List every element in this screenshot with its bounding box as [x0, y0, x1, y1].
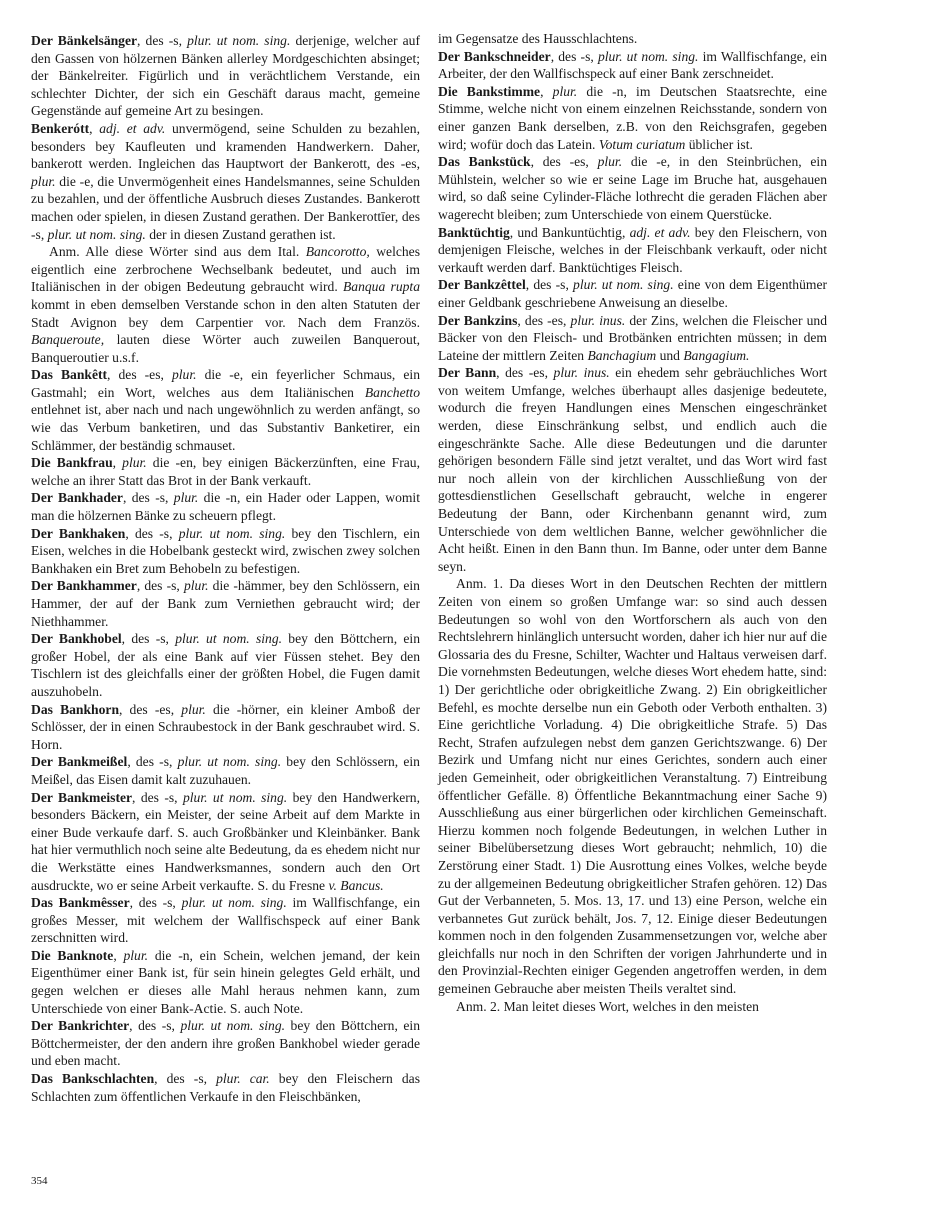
entry-text: , des -s, [127, 754, 178, 770]
entry-text: bey den Schlössern, ein Meißel, das Eisen damit kalt zuzuhauen. [31, 754, 420, 787]
dictionary-entry [31, 525, 420, 578]
dictionary-entry [31, 753, 420, 788]
entry-headword: Der Bankhammer [31, 578, 137, 594]
entry-text: Anm. 2. Man leitet dieses Wort, welches in den meisten [456, 998, 759, 1014]
dictionary-entry [31, 120, 420, 243]
entry-headword: Das Bankhorn [31, 701, 119, 717]
entry-text: bey den Böttchern, ein Böttchermeister, der den andern ihre großen Bankhobel wieder gerade und eben macht. [31, 1018, 420, 1069]
dictionary-entry [31, 1070, 420, 1105]
italic-term: plur. [181, 701, 206, 717]
entry-headword: Die Bankstimme [438, 83, 541, 99]
dictionary-entry [31, 947, 420, 1017]
italic-term: plur. ut nom. sing. [182, 789, 288, 805]
entry-headword: Das Bankmêsser [31, 895, 130, 911]
entry-headword: Der Bankzêttel [438, 277, 526, 293]
entry-text: , des -s, [550, 48, 598, 64]
entry-text: Anm. Alle diese Wörter sind aus dem Ital. [49, 244, 306, 260]
entry-text: Anm. 1. Da dieses Wort in den Deutschen Rechten der mittlern Zeiten von einem so großen Umfange war: so sind auch dessen Bedeutungen so wohl von den Wortforschern als auch von den Rechtslehrern hinlänglich untersucht worden, daher ich hier nur auf die Glossaria des du Fresne, Schilter, Wachter und Haltaus verweisen darf. Die vornehmsten Bedeutungen, welche dieses Wort ehedem hatte, sind: 1) Der gerichtliche oder obrigkeitliche Zwang. 2) Ein obrigkeitlicher Befehl, es mochte derselbe nun ein Geboth oder Verboth enthalten. 3) Eine gerichtliche Vorladung. 4) Die obrigkeitliche Strafe. 5) Das Recht, Strafen aufzulegen nebst dem ganzen Gerichtszwange. 6) Der Bezirk und Umfang nicht nur eines Gerichtes, sondern auch einer jeden Gemeinheit, oder obrigkeitlichen Veranstaltung. 7) Eintreibung öffentlicher Gefälle. 8) Öffentliche Bekanntmachung einer Sache 9) Ausschließung aus einer bürgerlichen oder kirchlichen Gemeinschaft. Hierzu kommen noch folgende Bedeutungen, in welchen Luther in seiner Bibelübersetzung dieses Wort gebraucht; nehmlich, 10) die Zerstörung einer Stadt. 1) Die Ausrottung eines Volkes, welche beyde zu der allgemeinen Bedeutung obrigkeitlicher Strafen gehören. 12) Das Gut der Verbanneten, 5. Mos. 13, 17. und 13) eine Person, welche ein verbannetes Gut zurück behält, Jos. 7, 12. Einige dieser Bedeutungen kommen noch in den folgenden Zusammensetzungen vor, welche aber gleichfalls nur noch in den Schriften der vorigen Jahrhunderte und in den Provinzial-Rechten einiger Gegenden angetroffen werden, in dem gemeinen Gebrauche aber meisten Theils veraltet sind. [438, 576, 827, 997]
dictionary-entry [438, 48, 827, 83]
entry-text: bey den Böttchern, ein großer Hobel, der als eine Bank auf vier Füssen stehet. Bey den Tischlern ist des gleichfalls einer der größten Hobel, die Fugen damit auszuhobeln. [31, 631, 420, 699]
dictionary-entry [438, 276, 827, 311]
italic-term: Banqueroute, [31, 332, 105, 348]
entry-text: , des -s, [129, 895, 182, 911]
italic-term: adj. et adv. [629, 224, 691, 240]
italic-term: adj. et adv. [99, 120, 166, 136]
entry-text: bey den Fleischern, von demjenigen Fleische, welches in der Fleischbank verkauft, oder nicht verkauft werden darf. Banktüchtiges Fleisch. [438, 224, 827, 275]
italic-term: plur. ut nom. sing. [187, 33, 291, 48]
entry-text: , des -s, [125, 525, 179, 541]
dictionary-entry [438, 30, 827, 48]
italic-term: Banchagium [587, 347, 657, 363]
entry-headword: Der Bankmeister [31, 789, 133, 805]
entry-headword: Benkerótt [31, 120, 90, 136]
entry-text: , des -s, [122, 490, 174, 506]
entry-text: bey den Tischlern, ein Eisen, welches in die Hobelbank gesteckt wird, zwischen zwey solchen Bankhaken ein Bret zum Behobeln zu befestigen. [31, 525, 420, 576]
entry-text: , des -es, [496, 365, 554, 381]
annotation-paragraph [438, 998, 827, 1016]
dictionary-entry [31, 577, 420, 630]
entry-text: ein ehedem sehr gebräuchliches Wort von weitem Umfange, welches überhaupt alles dasjenige bedeutete, wodurch die freyen Handlungen eines Menschen eingeschränket werden, diese Einschränkung selbst, und endlich auch die eingeschränkte Sache. Alle diese Bedeutungen und die darunter gehörigen besondern Fälle sind jetzt veraltet, und das Wort wird fast nur noch allein von der kirchlichen Ausschließung von der gottesdienstlichen Gesellschaft gebraucht, welche in engerer Bedeutung der Bann, oder Kirchenbann genannt wird, zum Unterschiede von dem weltlichen Banne, welcher gewöhnlicher die Acht heißt. Einen in den Bann thun. Im Banne, oder unter dem Banne seyn. [438, 365, 827, 574]
entry-text: , [89, 120, 100, 136]
italic-term: plur. [173, 490, 199, 506]
dictionary-entry [31, 789, 420, 895]
entry-text: , [540, 83, 553, 99]
italic-term: v. Bancus. [328, 877, 384, 893]
entry-text: im Wallfischfange, ein großes Messer, mit welchem der Wallfischspeck auf einer Bank zerschnitten wird. [31, 895, 420, 946]
italic-term: Banqua rupta [342, 279, 420, 295]
entry-text: im Wallfischfange, ein Arbeiter, der den Wallfischspeck auf einer Bank zerschneidet. [438, 48, 827, 82]
entry-headword: Die Banknote [31, 947, 114, 963]
entry-text: , des -s, [137, 33, 188, 48]
entry-headword: Das Bankstück [438, 154, 531, 170]
entry-headword: Der Bankschneider [438, 48, 551, 64]
italic-term: plur. ut nom. sing. [573, 277, 674, 293]
entry-text: entlehnet ist, aber nach und nach ungewöhnlich zu werden anfängt, so wie das Verbum banketiren, und das Substantiv Banketirer, ein Schlämmer, der beständig schmauset. [31, 402, 420, 453]
entry-text: die -hörner, ein kleiner Amboß der Schlösser, der in einen Schraubestock in der Bank geschraubet wird. S. Horn. [31, 701, 420, 752]
dictionary-entry [438, 224, 827, 277]
entry-text: die -e, ein feyerlicher Schmaus, ein Gastmahl; ein Wort, welches aus dem Italiänischen [31, 367, 420, 400]
entry-text: eine von dem Eigenthümer einer Geldbank geschriebene Anweisung an dieselbe. [438, 277, 827, 310]
entry-headword: Der Bankhobel [31, 631, 122, 647]
entry-text: lauten diese Wörter auch zuweilen Banquerout, Banqueroutier u.s.f. [31, 332, 420, 365]
italic-term: plur. [552, 83, 578, 99]
entry-text: , [112, 455, 123, 471]
italic-term: plur. ut nom. sing. [180, 1018, 286, 1034]
italic-term: plur. ut nom. sing. [597, 48, 699, 64]
entry-text: derjenige, welcher auf den Gassen von hölzernen Bänken allerley Mordgeschichten absinget; der Bänkelreiter. Figürlich und in verächtlichem Verstande, ein schlechter Dichter, der sich ein Geschäft daraus macht, gemeine Gegenstände auf gemeine Art zu besingen. [31, 33, 420, 119]
entry-text: im Gegensatze des Hausschlachtens. [438, 31, 638, 46]
entry-headword: Das Bankêtt [31, 367, 108, 383]
italic-term: plur. ut nom. sing. [181, 895, 287, 911]
entry-headword: Der Bankmeißel [31, 754, 128, 770]
entry-headword: Der Bankhader [31, 490, 123, 506]
entry-headword: Der Bankhaken [31, 525, 126, 541]
italic-term: Votum curiatum [598, 136, 686, 152]
entry-text: , des -s, [121, 631, 176, 647]
italic-term: Bancorotto, [305, 244, 370, 260]
entry-text: , des -es, [107, 367, 172, 383]
entry-text: der in diesen Zustand gerathen ist. [145, 226, 336, 242]
entry-text: , [113, 947, 124, 963]
italic-term: Bangagium. [683, 347, 750, 363]
entry-text: bey den Fleischern das Schlachten zum öffentlichen Verkaufe in den Fleischbänken, [31, 1071, 420, 1104]
italic-term: plur. ut nom. sing. [178, 525, 286, 541]
entry-text: , des -s, [132, 789, 183, 805]
dictionary-entry [438, 153, 827, 223]
dictionary-entry [31, 489, 420, 524]
entry-headword: Der Bankrichter [31, 1018, 130, 1034]
entry-text: , des -es, [119, 701, 182, 717]
entry-headword: Banktüchtig [438, 224, 510, 240]
italic-term: plur. ut nom. sing. [177, 754, 282, 770]
entry-text: kommt in eben demselben Verstande schon in den alten Statuten der Stadt Avignon bey dem Carpentier vor. Nach dem Französ. [31, 296, 420, 330]
italic-term: plur. inus. [570, 312, 626, 328]
entry-headword: Die Bankfrau [31, 455, 113, 471]
italic-term: plur. [31, 173, 56, 189]
entry-text: , des -s, [154, 1071, 217, 1087]
entry-text: , des -es, [517, 312, 571, 328]
entry-headword: Der Bann [438, 365, 497, 381]
entry-text: welches eigentlich eine zerbrochene Wechselbank bedeutet, und auch im Italiänischen in der obigen Bedeutung gebraucht wird. [31, 244, 420, 295]
dictionary-entry [31, 366, 420, 454]
entry-text: die -n, im Deutschen Staatsrechte, eine Stimme, welche nicht von einem einzelnen Reichsstande, sondern von einer ganzen Bank derselben, z.B. von den Reichsgrafen, gegeben wird; wofür doch das Latein. [438, 83, 827, 152]
entry-headword: Der Bankzins [438, 312, 518, 328]
right-column [438, 30, 827, 1015]
italic-term: plur. [123, 947, 149, 963]
italic-term: plur. ut nom. sing. [175, 631, 283, 647]
entry-text: , des -s, [525, 277, 574, 293]
entry-text: unvermögend, seine Schulden zu bezahlen, besonders bey Kaufleuten und kramenden Handwerkern. Daher, bankerott werden. Ingleichen das Hauptwort der Bankerott, des -es, [31, 120, 420, 172]
entry-text: , und Bankuntüchtig, [509, 224, 630, 240]
entry-text: , des -s, [129, 1018, 181, 1034]
dictionary-entry [438, 312, 827, 365]
entry-text: und [656, 347, 684, 363]
dictionary-entry [31, 894, 420, 947]
left-column [31, 32, 420, 1105]
italic-term: Banchetto [364, 384, 420, 400]
dictionary-entry [31, 630, 420, 700]
italic-term: plur. [183, 578, 209, 594]
dictionary-entry [31, 1017, 420, 1070]
dictionary-entry [31, 32, 420, 120]
entry-text: die -e, in den Steinbrüchen, ein Mühlstein, welcher so wie er seine Lage im Bruche hat, ausgehauen wird, so daß seine Cylinder-Fläche lothrecht die geraden Flächen aber wagerecht bleiben; zum Unterschiede von einem Querstücke. [438, 154, 828, 222]
italic-term: plur. [597, 154, 623, 170]
dictionary-entry [31, 701, 420, 754]
entry-text: die -en, bey einigen Bäckerzünften, eine Frau, welche an ihrer Statt das Brot in der Bank verkauft. [31, 455, 420, 488]
entry-text: die -hämmer, bey den Schlössern, ein Hammer, der auf der Bank zum Verniethen gebraucht wird; der Niethhammer. [31, 578, 420, 629]
entry-headword: Das Bankschlachten [31, 1071, 155, 1087]
annotation-paragraph [31, 243, 420, 366]
entry-text: die -e, die Unvermögenheit eines Handelsmannes, seine Schulden zu bezahlen, und der öffentliche Ausbruch dieses Zustandes. Bankerott machen oder spielen, in diesen Zustand gerathen. Der Bankerottīer, des -s, [31, 173, 420, 242]
italic-term: plur. [171, 367, 197, 383]
page-number: 354 [31, 1175, 48, 1187]
dictionary-entry [438, 364, 827, 575]
entry-text: die -n, ein Hader oder Lappen, womit man die hölzernen Bänke zu scheuern pflegt. [31, 490, 420, 524]
italic-term: plur. ut nom. sing. [47, 226, 146, 242]
entry-text: der Zins, welchen die Fleischer und Bäcker von den Fleisch- und Brotbänken entrichten müssen; in dem Lateine der mittlern Zeiten [438, 312, 827, 363]
entry-headword: Der Bänkelsänger [31, 33, 138, 48]
dictionary-entry [31, 454, 420, 489]
entry-text: die -n, ein Schein, welchen jemand, der kein Eigenthümer einer Bank ist, für sein hinein gelegtes Geld erhält, und gegen welchen er dieses alle Mahl heraus nehmen kann, zum Unterschiede von einer Bank-Actie. S. auch Note. [31, 947, 421, 1016]
entry-text: , des -es, [530, 154, 598, 170]
italic-term: plur. inus. [553, 365, 610, 381]
annotation-paragraph [438, 575, 827, 997]
entry-text: bey den Handwerkern, besonders Bäckern, ein Meister, der seine Arbeit auf dem Markte in einer Bude verkaufe darf. S. auch Großbänker und Kleinbänker. Bank hat hier vermuthlich noch seine alte Bedeutung, da es ehedem nicht nur die Werkstätte eines Handwerksmannes, sondern auch den Ort ausdruckte, wo er seine Arbeit verkaufte. S. du Fresne [31, 789, 420, 893]
italic-term: plur. [122, 455, 147, 471]
dictionary-entry [438, 83, 827, 153]
entry-text: üblicher ist. [685, 136, 753, 152]
entry-text: , des -s, [136, 578, 184, 594]
italic-term: plur. car. [216, 1071, 270, 1087]
